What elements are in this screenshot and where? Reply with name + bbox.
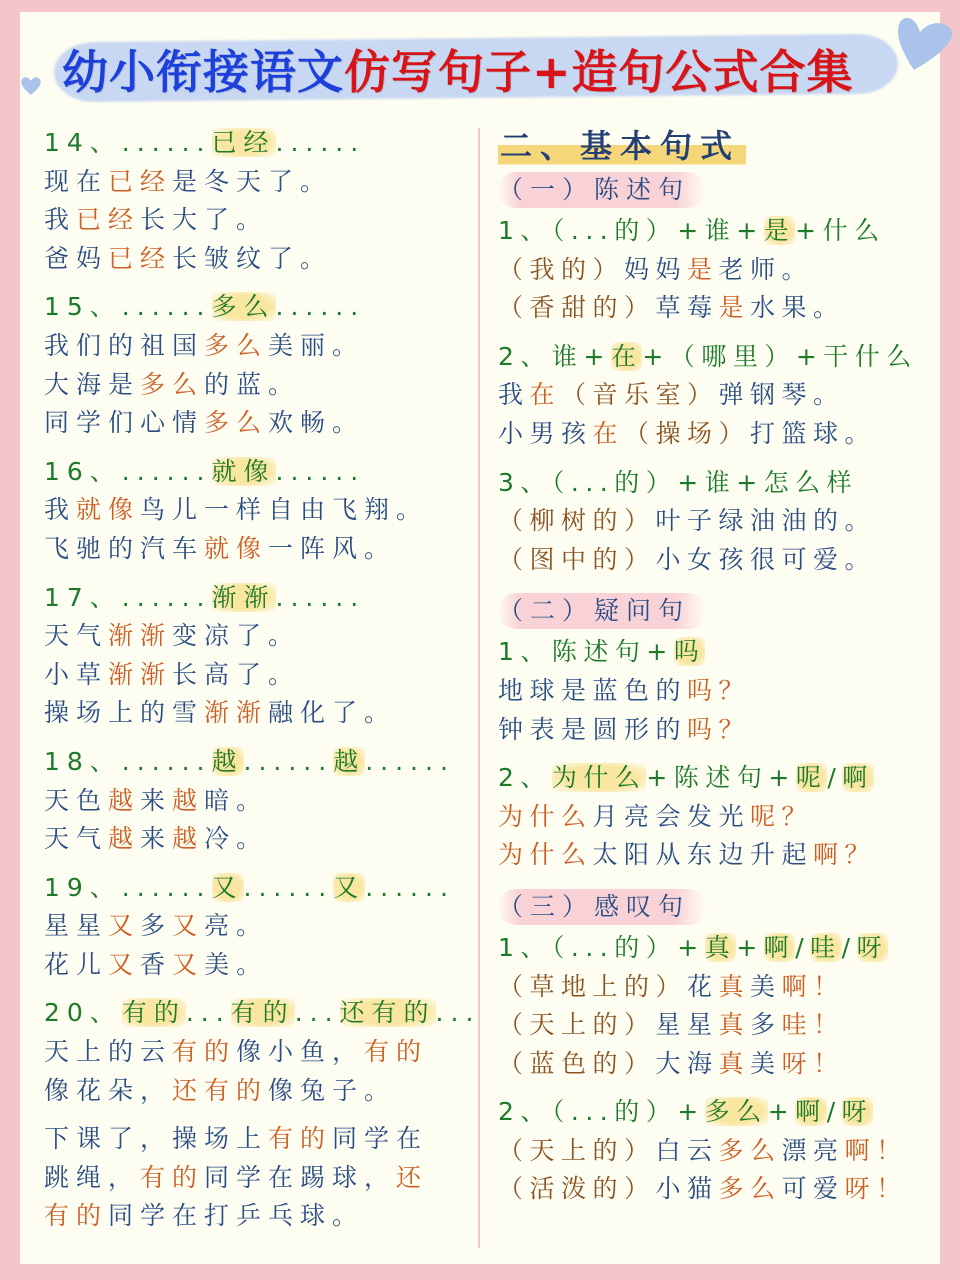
example-sentence — [498, 836, 928, 875]
example-sentence — [498, 1170, 928, 1209]
segment-text: ...... — [243, 872, 334, 902]
spacer — [44, 733, 474, 743]
example-sentence — [498, 798, 928, 837]
keyword-text: 有的 — [172, 1037, 237, 1067]
example-sentence — [498, 968, 928, 1007]
example-sentence — [44, 404, 474, 443]
keyword-text: 哇！ — [781, 1010, 845, 1040]
segment-text: 同学在踢球， — [204, 1162, 397, 1192]
example-sentence — [498, 1132, 928, 1171]
segment-text: 我们的祖国 — [44, 330, 205, 360]
keyword-text: 多么 — [140, 369, 205, 399]
pattern-block — [44, 453, 474, 569]
pattern-block — [498, 464, 928, 580]
keyword-text: 已经 — [108, 166, 173, 196]
pattern-formula — [44, 869, 474, 908]
pattern-formula — [44, 743, 474, 782]
pattern-block — [44, 994, 481, 1236]
example-sentence — [498, 541, 928, 580]
segment-text: 小女孩很可爱。 — [655, 544, 877, 574]
example-sentence — [44, 366, 474, 405]
keyword-text: 已经 — [108, 243, 173, 273]
example-sentence — [44, 491, 474, 530]
pattern-formula — [498, 338, 928, 377]
segment-text: 现在 — [44, 166, 109, 196]
example-sentence — [44, 1033, 474, 1072]
example-sentence — [44, 617, 474, 656]
pattern-formula — [498, 759, 928, 798]
segment-text: 我 — [498, 380, 530, 410]
segment-text: 美。 — [204, 949, 269, 979]
sentence-pattern-groups — [498, 172, 928, 1209]
section-title: 二、基本句式 — [498, 124, 746, 168]
segment-text: 同学在 — [332, 1124, 429, 1154]
keyword-highlight: 是 — [763, 216, 796, 245]
keyword-text: 为什么 — [498, 840, 593, 870]
keyword-highlight: 啊 — [795, 1097, 827, 1127]
segment-text: 天气 — [44, 621, 109, 651]
segment-text: 美 — [750, 1048, 782, 1078]
keyword-highlight: 啊 — [842, 763, 874, 793]
keyword-highlight: 在 — [610, 341, 643, 371]
keyword-text: 在 — [529, 380, 562, 410]
keyword-text: 越 — [172, 785, 205, 815]
segment-text: （我的） — [498, 254, 625, 284]
segment-text: ...... — [275, 582, 366, 612]
segment-text: 小猫 — [655, 1174, 719, 1204]
spacer — [498, 454, 928, 464]
keyword-text: 是 — [718, 293, 751, 323]
segment-text: 亮。 — [204, 911, 269, 941]
segment-text: +（哪里）+干什么 — [642, 341, 918, 371]
keyword-text: 渐渐 — [108, 621, 173, 651]
segment-text: 星星 — [655, 1010, 719, 1040]
pattern-formula — [44, 994, 481, 1033]
example-sentence — [44, 1159, 474, 1198]
keyword-text: 越 — [108, 824, 141, 854]
keyword-text: 又 — [172, 949, 205, 979]
segment-text: ...... — [275, 292, 366, 322]
spacer — [498, 579, 928, 593]
pattern-block — [498, 212, 928, 328]
segment-text: 同学在打乒乓球。 — [108, 1201, 365, 1231]
keyword-highlight: 呀 — [841, 1097, 874, 1127]
segment-text: 欢畅。 — [268, 408, 365, 438]
segment-text: 14、...... — [44, 128, 212, 157]
segment-text: ...... — [275, 128, 366, 157]
keyword-text: 渐渐 — [204, 698, 269, 728]
segment-text: 多 — [140, 911, 173, 941]
segment-text: 18、...... — [44, 746, 212, 776]
pattern-formula — [498, 1093, 928, 1132]
example-sentence — [44, 656, 474, 695]
segment-text: 长大了。 — [140, 205, 269, 235]
segment-text: 16、...... — [44, 456, 212, 486]
right-column — [498, 124, 928, 1209]
segment-text: 天上的云 — [44, 1037, 173, 1067]
segment-text: 地球是蓝色的 — [498, 675, 688, 705]
pattern-block — [498, 929, 928, 1083]
keyword-text: 多么 — [204, 408, 269, 438]
segment-text: 我 — [44, 495, 77, 525]
segment-text: 美 — [750, 971, 782, 1001]
example-sentence — [498, 289, 928, 328]
pattern-block — [44, 124, 474, 278]
pattern-block — [44, 869, 474, 985]
segment-text: 的蓝。 — [204, 369, 301, 399]
spacer — [44, 859, 474, 869]
segment-text: 飞驰的汽车 — [44, 533, 205, 563]
example-sentence — [498, 1045, 928, 1084]
example-sentence — [44, 327, 474, 366]
segment-text: 草莓 — [655, 293, 719, 323]
example-sentence — [44, 820, 474, 859]
segment-text: 天色 — [44, 785, 109, 815]
keyword-text: 多么 — [204, 330, 269, 360]
keyword-text: 啊！ — [781, 971, 845, 1001]
segment-text: 20、 — [44, 998, 122, 1028]
segment-text: 是冬天了。 — [172, 166, 333, 196]
segment-text: 打篮球。 — [750, 418, 877, 448]
segment-text: 长高了。 — [172, 659, 301, 689]
segment-text: + — [767, 1097, 796, 1127]
segment-text: 叶子绿油油的。 — [655, 506, 877, 536]
segment-text: 3、（...的）+谁+怎么样 — [498, 467, 859, 497]
segment-text: 融化了。 — [268, 698, 397, 728]
subsection-title: （二）疑问句 — [498, 593, 706, 629]
keyword-text: 又 — [172, 911, 205, 941]
keyword-text: 又 — [108, 949, 141, 979]
pattern-block — [498, 759, 928, 875]
keyword-text: 在 — [592, 418, 625, 448]
example-sentence — [44, 782, 474, 821]
keyword-text: 呢？ — [750, 801, 814, 831]
keyword-text: 就像 — [204, 533, 269, 563]
segment-text: 小男孩 — [498, 418, 593, 448]
segment-text: 操场上的雪 — [44, 698, 205, 728]
keyword-text: 真 — [718, 971, 751, 1001]
segment-text: 白云 — [655, 1135, 719, 1165]
keyword-highlight: 已经 — [211, 128, 276, 157]
segment-text: 大海 — [655, 1048, 719, 1078]
example-sentence — [498, 415, 928, 454]
segment-text: 1、陈述句+ — [498, 637, 674, 667]
pattern-block — [498, 633, 928, 749]
example-sentence — [498, 672, 928, 711]
segment-text: +什么 — [795, 216, 886, 245]
segment-text: 跳绳， — [44, 1162, 141, 1192]
pattern-formula — [498, 633, 928, 672]
title-banner — [30, 22, 910, 106]
segment-text: 像小鱼， — [236, 1037, 365, 1067]
segment-text: 1、（...的）+谁+ — [498, 216, 764, 245]
example-sentence — [44, 694, 474, 733]
pattern-block — [498, 1093, 928, 1209]
keyword-highlight: 又 — [211, 872, 244, 902]
pattern-formula — [44, 288, 474, 327]
segment-text: （香甜的） — [498, 293, 656, 323]
segment-text: （操场） — [624, 418, 751, 448]
segment-text: / — [827, 763, 843, 793]
example-sentence — [498, 376, 928, 415]
example-sentence — [498, 251, 928, 290]
segment-text: 19、...... — [44, 872, 212, 902]
keyword-text: 越 — [172, 824, 205, 854]
segment-text: 下课了，操场上 — [44, 1124, 269, 1154]
keyword-text: 渐渐 — [108, 659, 173, 689]
segment-text: 变凉了。 — [172, 621, 301, 651]
keyword-highlight: 多么 — [211, 292, 276, 322]
keyword-text: 是 — [687, 254, 719, 284]
keyword-text: 已经 — [76, 205, 141, 235]
segment-text: 香 — [140, 949, 173, 979]
example-sentence — [44, 1120, 474, 1159]
segment-text: （柳树的） — [498, 506, 656, 536]
segment-text: 老师。 — [718, 254, 814, 284]
subsection-title: （三）感叹句 — [498, 889, 706, 925]
example-sentence — [44, 1072, 474, 1111]
segment-text: 长皱纹了。 — [172, 243, 333, 273]
pattern-block — [44, 579, 474, 733]
pattern-formula — [498, 212, 928, 251]
spacer — [44, 569, 474, 579]
keyword-highlight: 啊 — [763, 932, 796, 962]
keyword-text: 还 — [396, 1162, 429, 1192]
keyword-highlight: 多么 — [704, 1097, 768, 1127]
keyword-highlight: 越 — [333, 746, 366, 776]
keyword-text: 吗？ — [687, 675, 751, 705]
example-sentence — [498, 1006, 928, 1045]
segment-text: / — [841, 932, 857, 962]
segment-text: 月亮会发光 — [592, 801, 751, 831]
segment-text: （音乐室） — [561, 380, 719, 410]
keyword-text: 啊！ — [844, 1135, 908, 1165]
pattern-formula — [44, 453, 474, 492]
spacer — [498, 328, 928, 338]
segment-text: 15、...... — [44, 292, 212, 322]
segment-text: ...... — [365, 872, 455, 902]
segment-text: 水果。 — [750, 293, 845, 323]
keyword-text: 有的 — [140, 1162, 205, 1192]
segment-text: / — [795, 932, 811, 962]
spacer — [498, 749, 928, 759]
segment-text: 弹钢琴。 — [718, 380, 845, 410]
segment-text: 2、 — [498, 763, 552, 793]
keyword-text: 有的 — [44, 1201, 109, 1231]
pattern-formula — [498, 464, 928, 503]
segment-text: ...... — [275, 456, 366, 486]
keyword-text: 越 — [108, 785, 141, 815]
spacer — [498, 875, 928, 889]
segment-text: （天上的） — [498, 1135, 656, 1165]
pattern-formula — [498, 929, 928, 968]
keyword-text: 就像 — [76, 495, 141, 525]
example-sentence — [44, 530, 474, 569]
keyword-highlight: 渐渐 — [211, 582, 276, 612]
segment-text: 漂亮 — [781, 1135, 845, 1165]
example-sentence — [44, 240, 474, 279]
spacer — [44, 984, 474, 994]
segment-text: 星星 — [44, 911, 109, 941]
keyword-text: 有的 — [268, 1124, 333, 1154]
page-title — [62, 36, 922, 102]
spacer — [498, 1083, 928, 1093]
keyword-highlight: 吗 — [673, 637, 706, 667]
heart-icon — [18, 72, 44, 98]
keyword-text: 多么 — [718, 1174, 782, 1204]
segment-text: +陈述句+ — [646, 763, 796, 793]
segment-text: 钟表是圆形的 — [498, 714, 688, 744]
segment-text: 2、谁+ — [498, 341, 611, 371]
example-sentence — [498, 711, 928, 750]
keyword-text: 多么 — [718, 1135, 782, 1165]
example-sentence — [44, 163, 474, 202]
segment-text: ... — [185, 998, 231, 1028]
segment-text: 2、（...的）+ — [498, 1097, 705, 1127]
segment-text: ... — [435, 998, 481, 1028]
segment-text: 鸟儿一样自由飞翔。 — [140, 495, 429, 525]
keyword-highlight: 有的 — [121, 998, 186, 1028]
keyword-text: 呀！ — [781, 1048, 845, 1078]
keyword-text: 有的 — [364, 1037, 429, 1067]
segment-text: 我 — [44, 205, 77, 235]
example-sentence — [44, 907, 474, 946]
segment-text: 像兔子。 — [268, 1075, 397, 1105]
segment-text: 17、...... — [44, 582, 212, 612]
segment-text: （天上的） — [498, 1010, 656, 1040]
segment-text: 多 — [750, 1010, 782, 1040]
segment-text: 1、（...的）+ — [498, 932, 705, 962]
segment-text: 可爱 — [781, 1174, 845, 1204]
subsection-title: （一）陈述句 — [498, 172, 706, 208]
segment-text: 美丽。 — [268, 330, 365, 360]
segment-text: / — [826, 1097, 842, 1127]
segment-text: 花 — [687, 971, 719, 1001]
pattern-block — [44, 743, 474, 859]
segment-text: 来 — [140, 824, 173, 854]
segment-text: 天气 — [44, 824, 109, 854]
keyword-highlight: 就像 — [211, 456, 276, 486]
keyword-text: 真 — [718, 1048, 751, 1078]
keyword-text: 真 — [718, 1010, 751, 1040]
segment-text: 妈妈 — [624, 254, 688, 284]
keyword-text: 呀！ — [844, 1174, 908, 1204]
pattern-formula — [44, 579, 474, 618]
keyword-text: 又 — [108, 911, 141, 941]
segment-text: 爸妈 — [44, 243, 109, 273]
keyword-text: 还有的 — [172, 1075, 269, 1105]
keyword-highlight: 有的 — [230, 998, 295, 1028]
keyword-highlight: 呢 — [795, 763, 828, 793]
segment-text: （蓝色的） — [498, 1048, 656, 1078]
segment-text: （活泼的） — [498, 1174, 656, 1204]
example-sentence — [44, 201, 474, 240]
example-sentence — [44, 946, 474, 985]
segment-text: （草地上的） — [498, 971, 688, 1001]
segment-text: 冷。 — [204, 824, 269, 854]
keyword-highlight: 哇 — [810, 932, 842, 962]
keyword-highlight: 真 — [704, 932, 737, 962]
title-blue-part: 幼小衔接语文 — [62, 45, 344, 99]
keyword-highlight: 呀 — [856, 932, 889, 962]
pattern-formula — [44, 124, 474, 163]
segment-text: 来 — [140, 785, 173, 815]
keyword-highlight: 为什么 — [551, 763, 647, 793]
segment-text: 一阵风。 — [268, 533, 397, 563]
segment-text: （图中的） — [498, 544, 656, 574]
keyword-text: 啊？ — [813, 840, 877, 870]
keyword-text: 吗？ — [687, 714, 751, 744]
example-sentence — [44, 1197, 474, 1236]
segment-text: 小草 — [44, 659, 109, 689]
column-divider — [478, 128, 480, 1248]
heart-icon — [892, 12, 958, 74]
keyword-text: 为什么 — [498, 801, 593, 831]
segment-text: 花儿 — [44, 949, 109, 979]
left-column — [44, 124, 481, 1236]
spacer — [44, 1110, 474, 1120]
keyword-highlight: 还有的 — [339, 998, 436, 1028]
segment-text: 大海是 — [44, 369, 141, 399]
segment-text: ...... — [365, 746, 455, 776]
pattern-block — [498, 338, 928, 454]
segment-text: 太阳从东边升起 — [592, 840, 814, 870]
title-red-part: 仿写句子+造句公式合集 — [344, 45, 854, 99]
segment-text: 像花朵， — [44, 1075, 173, 1105]
example-sentence — [498, 502, 928, 541]
keyword-highlight: 越 — [211, 746, 244, 776]
pattern-block — [44, 288, 474, 442]
segment-text: ... — [294, 998, 340, 1028]
segment-text: 暗。 — [204, 785, 269, 815]
spacer — [44, 278, 474, 288]
segment-text: ...... — [243, 746, 334, 776]
segment-text: 同学们心情 — [44, 408, 205, 438]
keyword-highlight: 又 — [333, 872, 366, 902]
segment-text: + — [736, 932, 764, 962]
spacer — [44, 443, 474, 453]
